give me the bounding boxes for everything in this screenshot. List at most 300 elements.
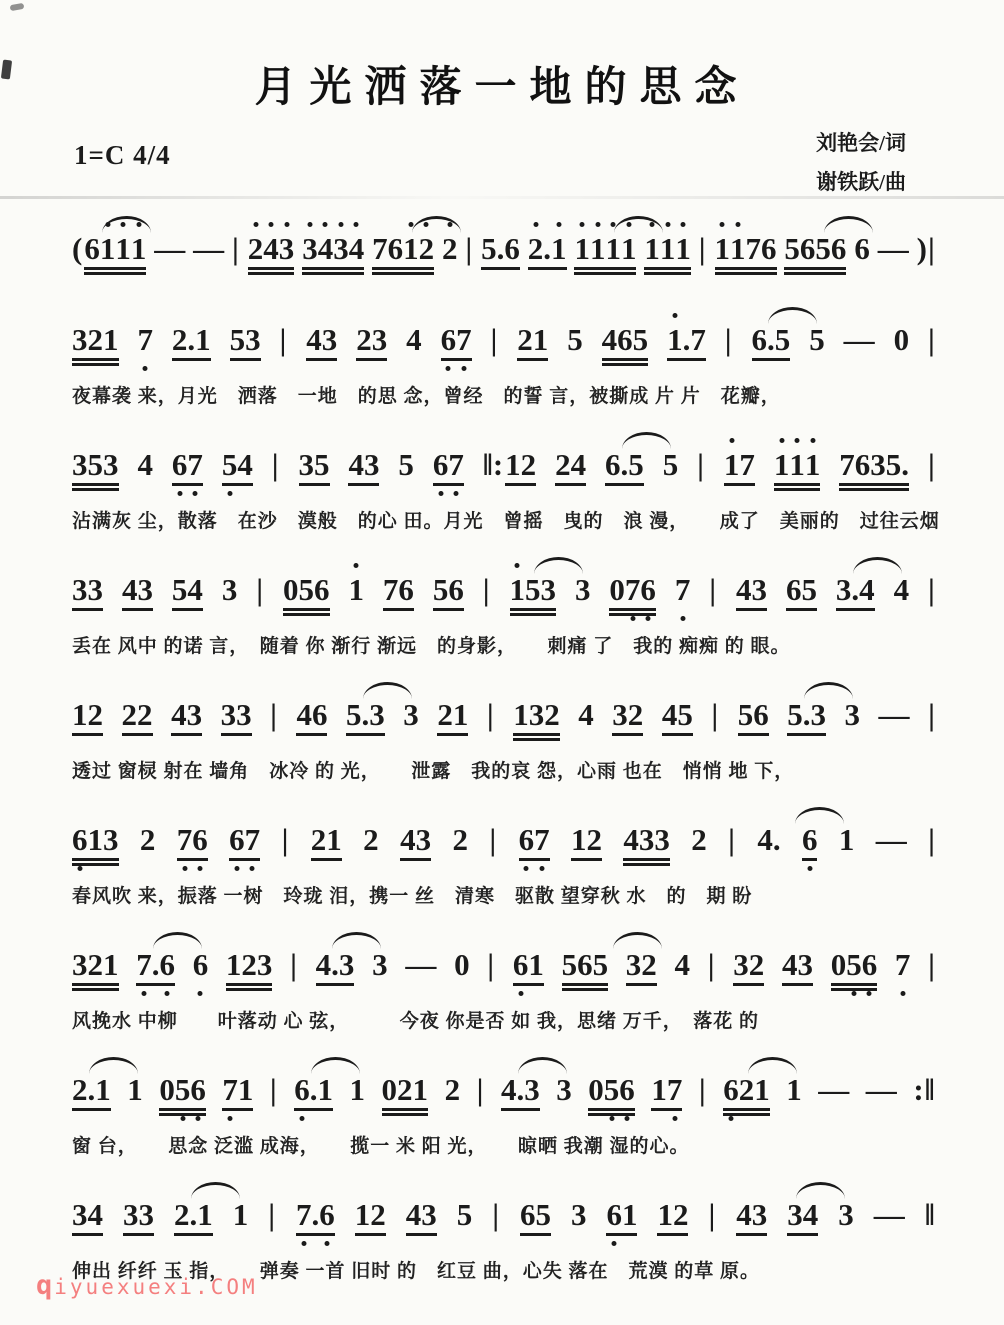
note-char: 1 — [621, 233, 637, 264]
note-group — [674, 946, 691, 982]
note-group — [809, 321, 825, 357]
note-group — [363, 821, 379, 857]
note-char: 6 — [753, 696, 769, 732]
note-char: 1 — [754, 1071, 770, 1107]
octave-dot-above — [595, 222, 600, 227]
note-char: 6 — [398, 571, 414, 607]
note-char: 1 — [570, 821, 587, 857]
note-group — [176, 821, 208, 861]
note-char: 3 — [302, 233, 318, 264]
note-group — [723, 446, 755, 486]
note-group — [509, 571, 557, 611]
note-char: 6 — [319, 1199, 335, 1230]
note-char: 4 — [500, 1071, 517, 1107]
note-char: 1 — [195, 321, 211, 357]
note-char: | — [728, 821, 736, 857]
note-char: 5 — [677, 696, 693, 732]
note-char: . — [620, 446, 629, 482]
note-char: 2 — [370, 1196, 386, 1232]
note-char: 2 — [397, 1071, 413, 1107]
note-char: 6 — [311, 696, 328, 732]
note-group — [121, 571, 153, 611]
barline — [489, 821, 498, 857]
note-group — [893, 321, 910, 357]
octave-dot-above — [307, 222, 312, 227]
note-group — [609, 571, 656, 611]
octave-dot-above — [681, 222, 686, 227]
note-char: 2 — [738, 1071, 755, 1107]
note-char: | — [927, 446, 936, 482]
octave-dot-below — [299, 1116, 304, 1121]
note-group — [294, 1071, 333, 1111]
note-char: | — [490, 321, 499, 357]
barline — [270, 696, 278, 732]
note-char: 5 — [592, 946, 609, 982]
barline — [698, 1071, 707, 1107]
note-char: 3 — [186, 696, 203, 732]
note-char: 3 — [421, 1196, 437, 1232]
note-char: 5 — [784, 230, 800, 266]
note-char: 4 — [296, 696, 312, 732]
note-group — [221, 446, 253, 486]
note-char: 5 — [175, 1074, 191, 1105]
slur-arc — [613, 932, 662, 949]
note-char: 1 — [774, 449, 790, 480]
note-char: 2 — [544, 696, 560, 732]
note-group — [139, 821, 156, 857]
note-group — [72, 446, 119, 486]
note-char: 1 — [660, 233, 676, 264]
barline — [711, 696, 720, 732]
note-char: 3 — [835, 571, 852, 607]
note-group — [844, 696, 861, 732]
note-char: | — [724, 321, 733, 357]
note-char: | — [271, 446, 280, 482]
note-group — [296, 696, 328, 736]
note-char: | — [928, 696, 936, 732]
note-char: 3 — [72, 1196, 88, 1232]
octave-dot-above — [650, 222, 655, 227]
note-group — [854, 230, 870, 266]
note-char: 1 — [127, 1071, 143, 1107]
note-char: 3 — [625, 946, 642, 982]
lyric-row: 夜幕袭 来，月光 洒落 一地 的思 念，曾经 的誓 言，被撕成 片 片 花瓣， — [72, 385, 781, 407]
note-group — [382, 571, 414, 611]
octave-dot-above — [580, 222, 585, 227]
note-group — [442, 230, 458, 266]
note-char: 7 — [372, 230, 388, 266]
note-char: | — [697, 446, 705, 482]
note-char: 4 — [674, 946, 690, 982]
octave-dot-above — [408, 222, 413, 227]
note-char: — — [843, 321, 875, 357]
note-char: 3 — [103, 446, 119, 482]
note-char: ) — [916, 230, 928, 266]
octave-dot-below — [518, 991, 523, 996]
octave-dot-below — [141, 991, 146, 996]
lyric-row: 风挽水 中柳 叶落动 心 弦， 今夜 你是否 如 我，思绪 万千， 落花 的 — [72, 1010, 760, 1032]
note-char: | — [268, 1196, 277, 1232]
note-char: 2 — [241, 946, 257, 982]
octave-dot-below — [198, 866, 203, 871]
note-char: 4 — [757, 821, 773, 857]
note-char: 7 — [745, 230, 761, 266]
note-char: — — [878, 696, 910, 732]
repeat-sign: ‖: — [482, 446, 504, 482]
note-group — [437, 696, 469, 736]
note-char: 6 — [433, 449, 449, 480]
octave-dot-above — [720, 222, 725, 227]
notation-row — [72, 218, 936, 283]
note-group — [757, 821, 781, 857]
note-group — [444, 1071, 461, 1107]
note-char: 4 — [237, 446, 253, 482]
note-char: 5 — [632, 321, 649, 357]
note-char: 3 — [574, 571, 591, 607]
lyric-row: 透过 窗棂 射在 墙角 冰冷 的 光， 泄露 我的哀 怨，心雨 也在 悄悄 地 下， — [72, 760, 795, 782]
note-char: . — [496, 230, 505, 266]
note-char: 4 — [400, 821, 416, 857]
watermark-text: iyuexuexi.COM — [54, 1275, 258, 1299]
note-char: 6 — [785, 571, 802, 607]
octave-dot-below — [250, 866, 255, 871]
note-char: . — [331, 946, 339, 982]
octave-dot-below — [182, 866, 187, 871]
note-char: 6 — [294, 1074, 310, 1105]
note-group — [348, 571, 364, 607]
note-char: 1 — [675, 233, 691, 264]
note-char: | — [698, 230, 707, 266]
note-char: 1 — [72, 696, 88, 732]
note-char: 3 — [321, 321, 338, 357]
note-char: 5 — [662, 446, 679, 482]
note-group — [751, 321, 791, 361]
octave-dot-below — [198, 991, 203, 996]
note-char: 5 — [222, 449, 238, 480]
note-char: 5 — [787, 696, 803, 732]
note-char: 2 — [641, 946, 657, 982]
note-char: 7 — [245, 824, 261, 855]
note-char: 3 — [403, 696, 419, 732]
note-char: 6 — [84, 230, 100, 266]
note-char: | — [709, 571, 718, 607]
octave-dot-below — [680, 616, 685, 621]
octave-dot-below — [851, 991, 856, 996]
note-char: 0 — [830, 946, 847, 982]
note-char: | — [708, 1196, 717, 1232]
note-char: 1 — [838, 821, 855, 857]
barline — [490, 321, 499, 357]
octave-dot-below — [177, 491, 182, 496]
repeat-sign: ( — [72, 230, 83, 266]
note-char: 1 — [644, 233, 660, 264]
note-char: — — [873, 1196, 905, 1232]
note-char: | — [281, 821, 290, 857]
note-char: | — [290, 946, 298, 982]
octave-dot-below — [227, 491, 232, 496]
lyric-row: 丢在 风中 的诺 言， 随着 你 渐行 渐远 的身影， 刺痛 了 我的 痴痴 的 眼。 — [72, 635, 791, 657]
note-char: . — [361, 696, 370, 732]
note-char: 1 — [349, 1071, 366, 1107]
note-group — [785, 571, 817, 611]
note-char: 6 — [605, 446, 621, 482]
note-char: 7 — [456, 324, 472, 355]
note-char: 1 — [513, 696, 529, 732]
note-group — [527, 230, 567, 270]
octave-dot-above — [284, 222, 289, 227]
note-char: — — [865, 1071, 897, 1107]
note-group — [406, 321, 422, 357]
note-char: 2 — [528, 233, 544, 264]
note-char: 1 — [103, 321, 119, 357]
note-char: 2 — [419, 233, 435, 264]
note-group — [787, 1196, 819, 1236]
note-char: 5 — [604, 1074, 620, 1105]
note-group — [574, 571, 591, 607]
note-char: 4 — [623, 821, 639, 857]
note-group — [403, 696, 419, 732]
note-char: 1 — [232, 1196, 249, 1232]
octave-dot-below — [196, 1116, 201, 1121]
notation-row — [72, 309, 936, 374]
page-title: 月光洒落一地的思念 — [254, 65, 750, 111]
note-char: 2 — [442, 233, 458, 264]
note-group — [644, 230, 691, 270]
note-char: 6 — [229, 824, 245, 855]
note-char: 1 — [87, 821, 103, 857]
note-char: 6 — [577, 946, 593, 982]
note-char: 1 — [590, 233, 606, 264]
note-char: 6 — [513, 949, 529, 980]
note-char: ‖ — [924, 1071, 936, 1107]
note-group — [72, 946, 119, 986]
note-char: 5 — [628, 446, 644, 482]
note-char: 3 — [137, 571, 153, 607]
note-group — [171, 321, 211, 361]
note-group — [432, 571, 464, 611]
note-char: 3 — [138, 1196, 154, 1232]
note-char: 6 — [72, 824, 88, 855]
note-char: | — [928, 946, 936, 982]
notation-row — [72, 559, 936, 624]
note-group — [283, 571, 330, 611]
note-group — [838, 821, 855, 857]
barline — [928, 821, 936, 857]
octave-dot-below — [301, 1241, 306, 1246]
note-char: . — [682, 321, 691, 357]
note-char: 3 — [333, 233, 349, 264]
barline — [928, 321, 936, 357]
note-char: 1 — [412, 1071, 429, 1107]
barline — [708, 1196, 717, 1232]
note-group — [72, 571, 103, 611]
note-char: 5 — [171, 571, 188, 607]
octave-dot-below — [446, 366, 451, 371]
note-char: : — [913, 1071, 925, 1107]
note-char: | — [492, 1196, 501, 1232]
octave-dot-below — [524, 866, 529, 871]
note-char: 7 — [448, 449, 464, 480]
note-char: 3 — [72, 946, 88, 982]
barline — [928, 571, 936, 607]
octave-dot-above — [515, 563, 520, 568]
note-char: 1 — [348, 574, 364, 605]
note-char: 3 — [733, 946, 749, 982]
note-char: 3 — [279, 233, 295, 264]
note-group — [662, 446, 679, 482]
score-line-8 — [72, 1059, 936, 1158]
note-char: 1 — [730, 233, 746, 264]
note-group — [878, 696, 910, 732]
score — [72, 218, 940, 1283]
note-group — [354, 1196, 386, 1236]
note-group — [500, 1071, 540, 1111]
note-char: 3 — [787, 1196, 803, 1232]
note-char: 4 — [405, 1196, 422, 1232]
note-group — [372, 230, 435, 270]
note-group — [154, 230, 186, 266]
note-char: 2 — [555, 446, 571, 482]
barline — [698, 230, 707, 266]
octave-dot-below — [867, 991, 872, 996]
note-char: 7 — [895, 949, 911, 980]
note-char: 6 — [193, 949, 209, 980]
note-char: 3 — [298, 446, 315, 482]
note-char: 3 — [372, 946, 388, 982]
note-group — [843, 321, 875, 357]
note-char: 2 — [691, 821, 707, 857]
octave-dot-below — [165, 991, 170, 996]
note-char: 5 — [229, 321, 246, 357]
note-group — [623, 821, 670, 861]
note-group — [578, 696, 594, 732]
note-char: — — [405, 946, 437, 982]
note-char: 3 — [72, 571, 88, 607]
note-group — [137, 321, 153, 357]
note-group — [372, 946, 388, 982]
note-group — [786, 1071, 802, 1107]
lyric-row: 沾满灰 尘，散落 在沙 漠般 的心 田。月光 曾摇 曳的 浪 漫， 成了 美丽的 过往云烟 — [72, 510, 940, 532]
note-char: — — [875, 821, 907, 857]
note-group — [440, 321, 472, 361]
note-group — [556, 1071, 572, 1107]
note-char: 5 — [535, 1196, 551, 1232]
barline — [709, 571, 718, 607]
octave-dot-above — [735, 222, 740, 227]
octave-dot-below — [630, 616, 635, 621]
note-char: 7 — [296, 1199, 312, 1230]
note-char: 5 — [525, 571, 541, 607]
note-char: | — [698, 1071, 707, 1107]
note-char: . — [87, 1071, 96, 1107]
note-char: 4 — [121, 571, 138, 607]
note-char: 7 — [839, 446, 855, 482]
note-group — [310, 821, 342, 861]
barline — [487, 946, 496, 982]
note-char: 5 — [398, 446, 414, 482]
note-group — [72, 1071, 111, 1111]
meta-row — [74, 124, 906, 202]
credit-lyricist: 刘艳会/词 — [816, 131, 906, 155]
note-char: 4 — [893, 571, 910, 607]
note-char: 6 — [854, 446, 871, 482]
note-char: 4 — [348, 446, 364, 482]
note-char: 5 — [774, 321, 791, 357]
note-char: 3 — [751, 1196, 768, 1232]
note-char: 7 — [690, 321, 706, 357]
note-char: 1 — [100, 233, 116, 264]
note-group — [714, 230, 777, 270]
note-char: | — [711, 696, 720, 732]
note-group — [72, 1196, 103, 1236]
note-char: 3 — [556, 1071, 572, 1107]
note-group — [818, 1071, 850, 1107]
note-group — [839, 446, 910, 486]
octave-dot-above — [338, 222, 343, 227]
note-char: 6 — [519, 824, 535, 855]
barline — [256, 571, 265, 607]
note-group — [221, 571, 238, 607]
note-char: 3 — [87, 571, 103, 607]
note-char: 1 — [115, 233, 131, 264]
note-group — [193, 230, 225, 266]
note-char: 1 — [789, 449, 805, 480]
note-char: | — [279, 321, 288, 357]
note-group — [691, 821, 707, 857]
note-group — [651, 1071, 683, 1111]
score-line-9 — [72, 1184, 936, 1283]
note-char: 3 — [369, 696, 385, 732]
note-group — [192, 946, 209, 982]
note-char: 3 — [338, 946, 355, 982]
note-group — [674, 571, 691, 607]
barline — [290, 946, 298, 982]
octave-dot-below — [461, 366, 466, 371]
note-char: 6 — [830, 230, 847, 266]
note-char: 3 — [221, 571, 238, 607]
note-char: 3 — [122, 1196, 139, 1232]
note-group — [381, 1071, 429, 1111]
note-group — [220, 696, 252, 736]
note-group — [72, 321, 119, 361]
note-char: 2 — [248, 233, 264, 264]
note-char: 3 — [72, 446, 88, 482]
note-char: 3 — [528, 696, 545, 732]
note-char: 4 — [171, 696, 187, 732]
note-char: 3 — [540, 571, 557, 607]
note-char: 1 — [657, 1196, 673, 1232]
lyric-row: 窗 台， 思念 泛滥 成海， 揽一 米 阳 光， 晾晒 我潮 湿的心。 — [72, 1135, 690, 1157]
barline — [707, 946, 716, 982]
note-char: . — [516, 1071, 525, 1107]
note-char: 4 — [570, 446, 587, 482]
note-char: 3 — [363, 446, 380, 482]
note-char: — — [877, 230, 909, 266]
note-char: 2 — [452, 821, 468, 857]
note-char: | — [486, 696, 495, 732]
octave-dot-above — [253, 222, 258, 227]
note-char: 6 — [387, 230, 404, 266]
note-char: | — [928, 321, 936, 357]
note-char: 6 — [854, 230, 870, 266]
note-char: 4 — [349, 233, 365, 264]
note-group — [171, 446, 203, 486]
note-char: 1 — [505, 446, 521, 482]
barline — [268, 1196, 277, 1232]
note-group — [567, 321, 583, 357]
note-char: 1 — [651, 1071, 667, 1107]
note-char: 6 — [640, 574, 656, 605]
